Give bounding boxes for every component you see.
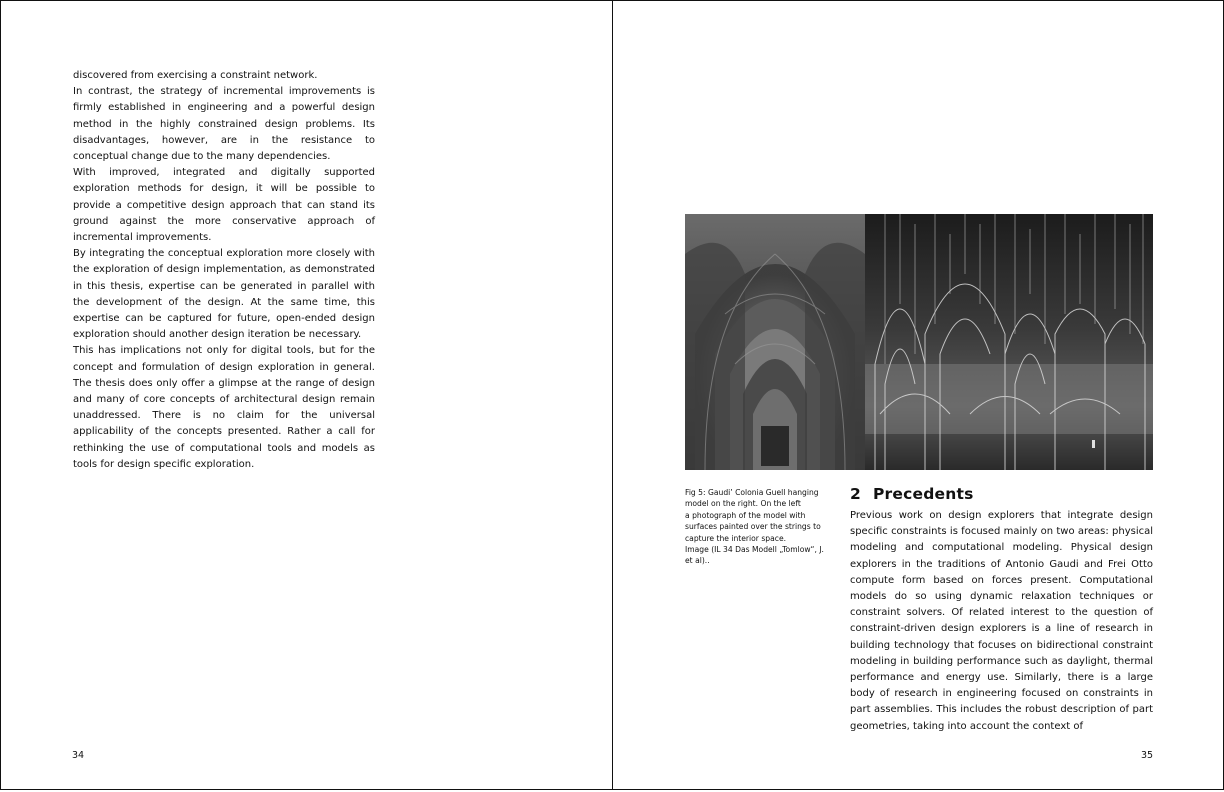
figure-caption [685, 487, 827, 567]
caption-line: surfaces painted over the strings to [685, 522, 821, 532]
paragraph-4: By integrating the conceptual exploration more closely with the exploration of design implementation, as demonstrated in this thesis, expertise can be generated in parallel with the development of the design. At the same time, this expertise can be captured for future, open-ended design exploration should another design iteration be necessary. [73, 248, 375, 341]
caption-line: a photograph of the model with [685, 510, 806, 520]
caption-line: capture the interior space. [685, 533, 787, 543]
caption-line: model on the right. On the left [685, 499, 801, 509]
paragraph-2: In contrast, the strategy of incremental improvements is firmly established in engineering and a powerful design method in the highly constrained design problems. Its disadvantages, however, are in the resistance to conceptual change due to the many dependencies. [73, 86, 375, 163]
section-title: Precedents [873, 485, 974, 503]
left-body-text [73, 68, 375, 473]
caption-line: Image (IL 34 Das Modell „Tomlow“, J. [685, 545, 824, 555]
page-number-right: 35 [1141, 750, 1154, 761]
figure-gaudi-hanging-model [685, 214, 1153, 470]
right-page [612, 0, 1224, 790]
figure-photo [685, 214, 1153, 470]
paragraph-5: This has implications not only for digital tools, but for the concept and formulation of design exploration in general. The thesis does only offer a glimpse at the range of design and many of core concepts of architectural design remain unaddressed. There is no claim for the universal applicability of the concepts presented. Rather a call for rethinking the use of computational tools and models as tools for design specific exploration. [73, 345, 375, 470]
left-page [0, 0, 613, 790]
section-heading [850, 485, 974, 503]
caption-line: Fig 5: Gaudi’ Colonia Guell hanging [685, 488, 819, 497]
paragraph-3: With improved, integrated and digitally supported exploration methods for design, it will be possible to provide a competitive design approach that can stand its ground against the more conservative approach of incremental improvements. [73, 167, 375, 244]
right-body-text: Previous work on design explorers that integrate design specific constraints is focused mainly on two areas: physical modeling and computational modeling. Physical design explorers in the traditions of Antonio Gaudi and Frei Otto compute form based on forces present. Computational models do so using dynamic relaxation techniques or constraint solvers. Of related interest to the question of constraint-driven design explorers is a line of research in building technology that focuses on bidirectional constraint modeling in building performance such as daylight, thermal performance and energy use. Similarly, there is a large body of research in engineering focused on constraints in part assemblies. This includes the robust description of part geometries, taking into account the context of [850, 510, 1153, 732]
page-number-left: 34 [72, 750, 85, 761]
paragraph-1: discovered from exercising a constraint network. [73, 70, 318, 81]
section-number: 2 [850, 485, 861, 503]
caption-line: et al).. [685, 556, 710, 566]
